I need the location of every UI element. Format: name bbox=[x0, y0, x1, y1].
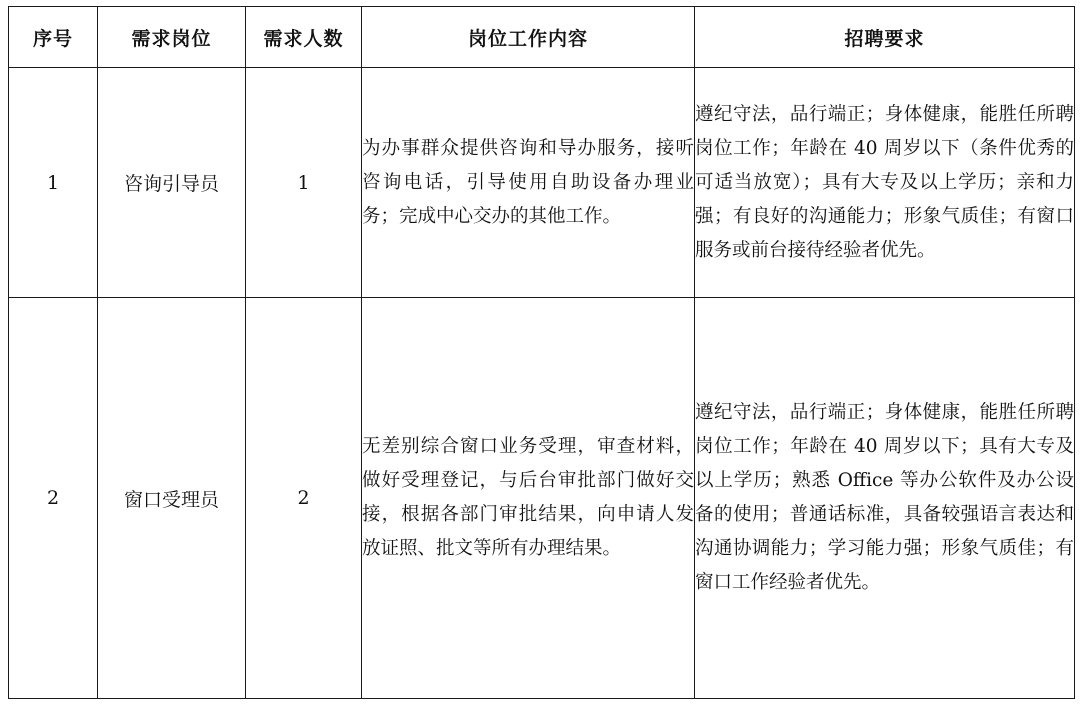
header-duties: 岗位工作内容 bbox=[362, 7, 695, 68]
row-headcount: 2 bbox=[246, 298, 362, 699]
row-headcount: 1 bbox=[246, 68, 362, 298]
row-duties: 无差别综合窗口业务受理，审查材料，做好受理登记，与后台审批部门做好交接，根据各部门审批结果，向申请人发放证照、批文等所有办理结果。 bbox=[362, 298, 695, 699]
table-row bbox=[9, 68, 1075, 298]
header-position: 需求岗位 bbox=[98, 7, 246, 68]
row-requirements: 遵纪守法，品行端正；身体健康，能胜任所聘岗位工作；年龄在 40 周岁以下（条件优秀的可适当放宽）；具有大专及以上学历；亲和力强；有良好的沟通能力；形象气质佳；有窗口服务或前台接待经验者优先。 bbox=[695, 68, 1075, 298]
header-index: 序号 bbox=[9, 7, 98, 68]
recruitment-table bbox=[8, 6, 1075, 699]
row-requirements: 遵纪守法，品行端正；身体健康，能胜任所聘岗位工作；年龄在 40 周岁以下；具有大专及以上学历；熟悉 Office 等办公软件及办公设备的使用；普通话标准，具备较强语言表达和沟通协调能力；学习能力强；形象气质佳；有窗口工作经验者优先。 bbox=[695, 298, 1075, 699]
row-duties: 为办事群众提供咨询和导办服务，接听咨询电话，引导使用自助设备办理业务；完成中心交办的其他工作。 bbox=[362, 68, 695, 298]
row-index: 2 bbox=[9, 298, 98, 699]
row-position: 咨询引导员 bbox=[98, 68, 246, 298]
row-index: 1 bbox=[9, 68, 98, 298]
table-header-row bbox=[9, 7, 1075, 68]
header-requirements: 招聘要求 bbox=[695, 7, 1075, 68]
table-row bbox=[9, 298, 1075, 699]
header-headcount: 需求人数 bbox=[246, 7, 362, 68]
row-position: 窗口受理员 bbox=[98, 298, 246, 699]
